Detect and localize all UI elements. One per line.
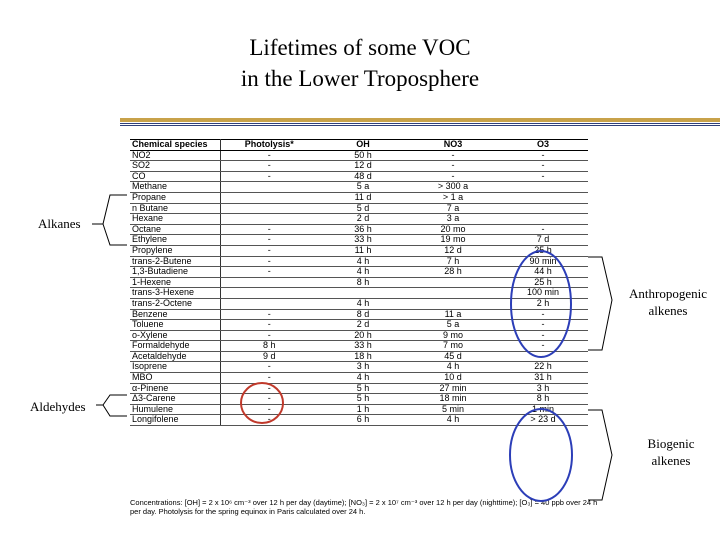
table-row: [130, 182, 588, 193]
biogenic-bracket: [588, 410, 612, 500]
cell-o3: 44 h: [498, 267, 588, 278]
cell-no3: > 1 a: [408, 192, 498, 203]
cell-photolysis: -: [220, 383, 318, 394]
alkanes-bracket: [103, 195, 127, 245]
cell-o3: 31 h: [498, 373, 588, 384]
cell-photolysis: 9 d: [220, 351, 318, 362]
header-o3: O3: [498, 140, 588, 151]
cell-oh: 5 h: [318, 383, 408, 394]
cell-o3: -: [498, 330, 588, 341]
cell-species: o-Xylene: [130, 330, 220, 341]
cell-no3: [408, 288, 498, 299]
label-anthropogenic-line2: alkenes: [648, 303, 688, 318]
cell-oh: 4 h: [318, 373, 408, 384]
table-row: [130, 203, 588, 214]
cell-no3: 7 h: [408, 256, 498, 267]
title-divider-gold: [120, 118, 720, 122]
cell-oh: 5 h: [318, 394, 408, 405]
cell-photolysis: [220, 277, 318, 288]
cell-no3: -: [408, 161, 498, 172]
cell-oh: 2 d: [318, 214, 408, 225]
cell-photolysis: -: [220, 171, 318, 182]
cell-no3: 20 mo: [408, 224, 498, 235]
cell-o3: 90 min: [498, 256, 588, 267]
cell-photolysis: [220, 288, 318, 299]
table-row: [130, 383, 588, 394]
table-row: [130, 341, 588, 352]
title-line-2: in the Lower Troposphere: [240, 66, 480, 91]
cell-no3: 27 min: [408, 383, 498, 394]
cell-species: NO2: [130, 150, 220, 161]
page-title: [0, 32, 720, 94]
cell-photolysis: [220, 192, 318, 203]
cell-no3: [408, 298, 498, 309]
cell-oh: 4 h: [318, 267, 408, 278]
cell-species: n Butane: [130, 203, 220, 214]
cell-oh: 4 h: [318, 298, 408, 309]
cell-photolysis: -: [220, 150, 318, 161]
cell-no3: 45 d: [408, 351, 498, 362]
cell-oh: 18 h: [318, 351, 408, 362]
cell-photolysis: -: [220, 404, 318, 415]
cell-species: Formaldehyde: [130, 341, 220, 352]
cell-oh: 11 h: [318, 245, 408, 256]
cell-o3: 22 h: [498, 362, 588, 373]
cell-oh: 48 d: [318, 171, 408, 182]
cell-photolysis: -: [220, 161, 318, 172]
cell-oh: [318, 288, 408, 299]
cell-no3: 12 d: [408, 245, 498, 256]
cell-species: trans-2-Octene: [130, 298, 220, 309]
cell-no3: 4 h: [408, 415, 498, 426]
cell-oh: 12 d: [318, 161, 408, 172]
cell-o3: [498, 182, 588, 193]
table-row: [130, 277, 588, 288]
cell-photolysis: -: [220, 330, 318, 341]
cell-photolysis: -: [220, 373, 318, 384]
cell-oh: 50 h: [318, 150, 408, 161]
cell-species: Ethylene: [130, 235, 220, 246]
table-row: [130, 224, 588, 235]
cell-species: Δ3-Carene: [130, 394, 220, 405]
cell-o3: 8 h: [498, 394, 588, 405]
cell-o3: 2 h: [498, 298, 588, 309]
cell-species: 1-Hexene: [130, 277, 220, 288]
cell-species: 1,3-Butadiene: [130, 267, 220, 278]
cell-species: Hexane: [130, 214, 220, 225]
cell-o3: 25 h: [498, 277, 588, 288]
header-oh: OH: [318, 140, 408, 151]
table-row: [130, 320, 588, 331]
header-chemical-species: Chemical species: [130, 140, 220, 151]
table-body: [130, 150, 588, 425]
cell-photolysis: -: [220, 309, 318, 320]
cell-o3: -: [498, 150, 588, 161]
table-row: [130, 373, 588, 384]
cell-species: Humulene: [130, 404, 220, 415]
cell-no3: 4 h: [408, 362, 498, 373]
cell-o3: 3 h: [498, 383, 588, 394]
cell-o3: -: [498, 351, 588, 362]
cell-species: Methane: [130, 182, 220, 193]
table-row: [130, 161, 588, 172]
cell-no3: [408, 277, 498, 288]
cell-photolysis: -: [220, 245, 318, 256]
cell-o3: -: [498, 309, 588, 320]
table-row: [130, 394, 588, 405]
cell-o3: 7 d: [498, 235, 588, 246]
cell-oh: 6 h: [318, 415, 408, 426]
cell-species: Octane: [130, 224, 220, 235]
header-photolysis: Photolysis*: [220, 140, 318, 151]
cell-oh: 11 d: [318, 192, 408, 203]
cell-species: CO: [130, 171, 220, 182]
label-anthropogenic-line1: Anthropogenic: [629, 286, 707, 301]
cell-no3: 18 min: [408, 394, 498, 405]
cell-o3: > 23 d: [498, 415, 588, 426]
cell-photolysis: [220, 214, 318, 225]
cell-o3: -: [498, 171, 588, 182]
label-biogenic-alkenes: [628, 435, 714, 469]
table-row: [130, 298, 588, 309]
cell-o3: -: [498, 341, 588, 352]
cell-species: MBO: [130, 373, 220, 384]
cell-oh: 5 d: [318, 203, 408, 214]
cell-oh: 33 h: [318, 235, 408, 246]
cell-photolysis: -: [220, 320, 318, 331]
table-row: [130, 171, 588, 182]
cell-o3: -: [498, 161, 588, 172]
cell-species: Propylene: [130, 245, 220, 256]
label-alkanes: Alkanes: [38, 216, 81, 231]
cell-no3: -: [408, 150, 498, 161]
table-row: [130, 330, 588, 341]
title-divider-navy: [120, 123, 720, 124]
cell-species: Benzene: [130, 309, 220, 320]
cell-species: Toluene: [130, 320, 220, 331]
cell-species: trans-3-Hexene: [130, 288, 220, 299]
table-row: [130, 192, 588, 203]
cell-photolysis: [220, 203, 318, 214]
cell-photolysis: -: [220, 267, 318, 278]
cell-no3: > 300 a: [408, 182, 498, 193]
table-row: [130, 245, 588, 256]
aldehydes-bracket: [103, 395, 127, 416]
title-line-1: Lifetimes of some VOC: [249, 35, 471, 60]
cell-o3: 1 min: [498, 404, 588, 415]
table-row: [130, 256, 588, 267]
cell-no3: 10 d: [408, 373, 498, 384]
cell-no3: -: [408, 171, 498, 182]
cell-species: Longifolene: [130, 415, 220, 426]
cell-species: SO2: [130, 161, 220, 172]
label-biogenic-line2: alkenes: [651, 453, 691, 468]
cell-photolysis: [220, 298, 318, 309]
cell-species: Acetaldehyde: [130, 351, 220, 362]
table-row: [130, 404, 588, 415]
cell-o3: 100 min: [498, 288, 588, 299]
cell-o3: [498, 192, 588, 203]
anthropogenic-bracket: [588, 257, 612, 350]
cell-species: Propane: [130, 192, 220, 203]
table-row: [130, 288, 588, 299]
header-no3: NO3: [408, 140, 498, 151]
table-row: [130, 351, 588, 362]
cell-no3: 7 a: [408, 203, 498, 214]
cell-oh: 8 h: [318, 277, 408, 288]
cell-species: α-Pinene: [130, 383, 220, 394]
cell-o3: 25 h: [498, 245, 588, 256]
cell-no3: 5 a: [408, 320, 498, 331]
cell-photolysis: -: [220, 256, 318, 267]
table-row: [130, 214, 588, 225]
table-header-row: [130, 140, 588, 151]
label-anthropogenic-alkenes: [619, 285, 717, 319]
cell-oh: 5 a: [318, 182, 408, 193]
cell-oh: 8 d: [318, 309, 408, 320]
cell-photolysis: 8 h: [220, 341, 318, 352]
cell-o3: [498, 203, 588, 214]
cell-o3: -: [498, 224, 588, 235]
cell-no3: 19 mo: [408, 235, 498, 246]
cell-no3: 7 mo: [408, 341, 498, 352]
label-biogenic-line1: Biogenic: [647, 436, 695, 451]
cell-no3: 9 mo: [408, 330, 498, 341]
cell-oh: 4 h: [318, 256, 408, 267]
cell-photolysis: -: [220, 224, 318, 235]
cell-oh: 36 h: [318, 224, 408, 235]
cell-photolysis: -: [220, 394, 318, 405]
cell-no3: 11 a: [408, 309, 498, 320]
cell-oh: 2 d: [318, 320, 408, 331]
cell-photolysis: -: [220, 362, 318, 373]
cell-species: trans-2-Butene: [130, 256, 220, 267]
cell-oh: 33 h: [318, 341, 408, 352]
cell-no3: 5 min: [408, 404, 498, 415]
cell-no3: 28 h: [408, 267, 498, 278]
cell-oh: 20 h: [318, 330, 408, 341]
cell-o3: -: [498, 320, 588, 331]
cell-no3: 3 a: [408, 214, 498, 225]
table-row: [130, 267, 588, 278]
title-divider-navy-2: [120, 125, 720, 126]
voc-lifetimes-table: [130, 139, 588, 426]
table-row: [130, 235, 588, 246]
cell-photolysis: [220, 182, 318, 193]
cell-photolysis: -: [220, 235, 318, 246]
cell-o3: [498, 214, 588, 225]
table-footnote: Concentrations: [OH] = 2 x 10⁶ cm⁻³ over 12 h per day (daytime); [NO₃] = 2 x 10⁷ cm⁻³ over 12 h per day (nighttime); [O₃] = 40 ppb over 24 h per day. Photolysis for the spring equinox in Paris calculated over 24 h.: [130, 498, 598, 516]
cell-oh: 1 h: [318, 404, 408, 415]
cell-photolysis: -: [220, 415, 318, 426]
table-row: [130, 150, 588, 161]
table-row: [130, 415, 588, 426]
cell-species: Isoprene: [130, 362, 220, 373]
table-row: [130, 362, 588, 373]
cell-oh: 3 h: [318, 362, 408, 373]
table-row: [130, 309, 588, 320]
label-aldehydes: Aldehydes: [30, 399, 86, 414]
